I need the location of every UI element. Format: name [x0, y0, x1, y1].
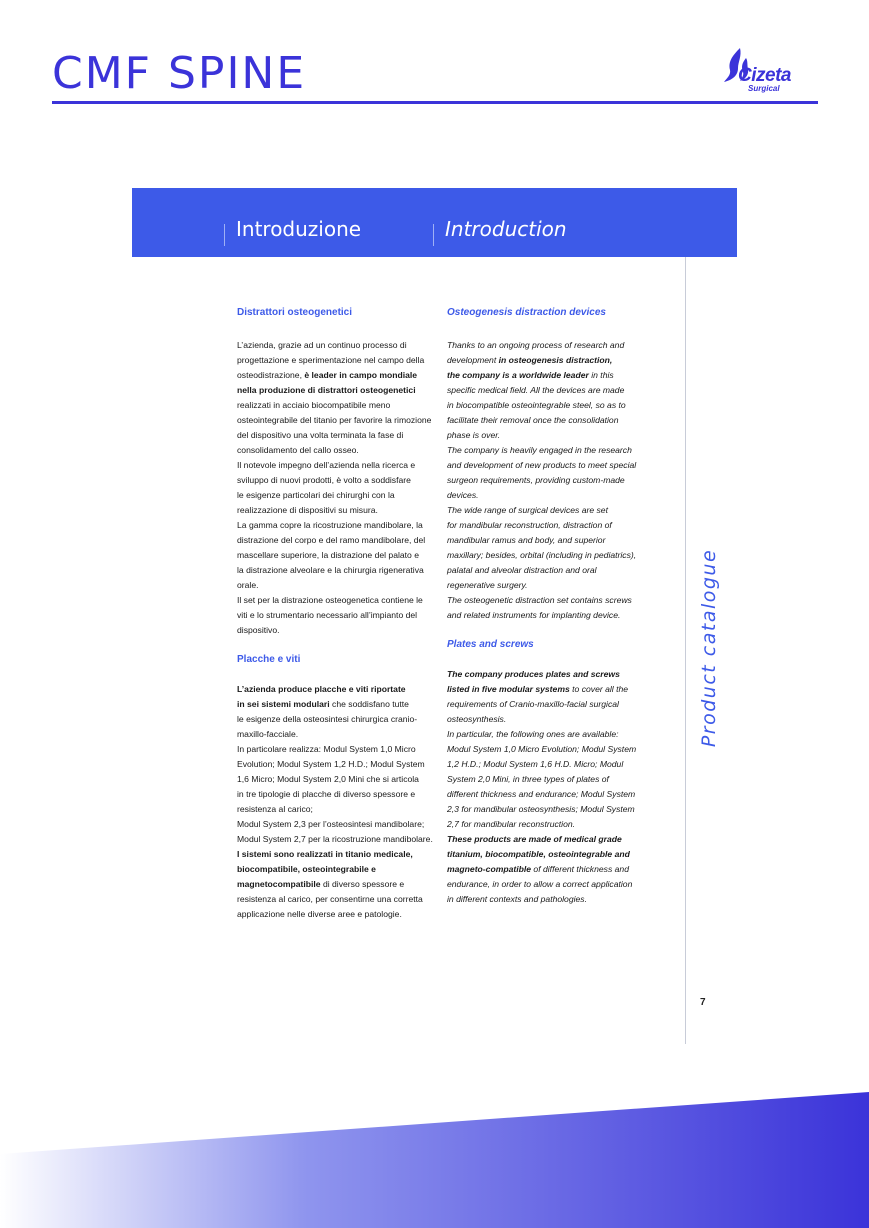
- banner-title-english: Introduction: [445, 217, 567, 241]
- italian-column: [237, 304, 437, 922]
- section-heading-plates-it: Placche e viti: [237, 654, 301, 665]
- text-span: che soddisfano tutte le esigenze della osteosintesi chirurgica cranio- maxillo-facciale. In particolare realizza: Modul System 1,0 Micro Evolution; Modul System 1,2 H.D.; Modul System 1,6 Micro; Modul System 2,0 Mini che si articola in tre tipologie di placche di diverso spessore e resistenza al carico; Modul System 2,3 per l’osteosintesi mandibolare; Modul System 2,7 per la ricostruzione mandibolare.: [237, 699, 433, 844]
- banner-divider-it: [224, 224, 225, 246]
- text-span: Thanks to an ongoing process of research and development: [447, 340, 625, 365]
- header-rule: [52, 101, 818, 104]
- company-logo: [722, 46, 818, 100]
- text-span-bold: I sistemi sono realizzati in titanio medicale, biocompatibile, osteointegrabile e magnetocompatibile: [237, 849, 413, 889]
- text-span: realizzati in acciaio biocompatibile meno osteointegrabile del titanio per favorire la rimozione del dispositivo una volta terminata la fase di consolidamento del callo osseo. Il notevole impegno dell’azienda nella ricerca e sviluppo di nuovi prodotti, è volto a soddisfare le esigenze particolari dei chirurghi con la realizzazione di dispositivi su misura. La gamma copre la ricostruzione mandibolare, la distrazione del corpo e del ramo mandibolare, del mascellare superiore, la distrazione del palato e la distrazione alveolare e la chirurgia rigenerativa orale. Il set per la distrazione osteogenetica contiene le viti e lo strumentario necessario all’impianto del dispositivo.: [237, 400, 432, 635]
- document-title: CMF SPINE: [52, 48, 307, 99]
- section-heading-plates-en: Plates and screws: [447, 639, 534, 650]
- text-span-bold: The company produces plates and screws listed in five modular systems: [447, 669, 620, 694]
- logo-subtitle: Surgical: [748, 84, 780, 93]
- sidebar-label: Product catalogue: [698, 548, 720, 748]
- banner-title-italian: Introduzione: [236, 217, 362, 241]
- page-number: 7: [700, 997, 706, 1008]
- section-heading-distractors-en: Osteogenesis distraction devices: [447, 307, 606, 318]
- paragraph-distractors-en: [447, 338, 647, 623]
- text-span: in this specific medical field. All the devices are made in biocompatible osteointegrable steel, so as to facilitate their removal once the consolidation phase is over. The company is heavily engaged in the research and development of new products to meet special surgeon requirements, providing custom-made devices. The wide range of surgical devices are set for mandibular reconstruction, distraction of mandibular ramus and body, and superior maxillary; besides, orbital (including in pediatrics), palatal and alveolar distraction and oral regenerative surgery. The osteogenetic distraction set contains screws and related instruments for implanting device.: [447, 370, 637, 620]
- sidebar-rule: [685, 257, 686, 1044]
- text-span: to cover all the requirements of Cranio-maxillo-facial surgical osteosynthesis. In particular, the following ones are available: Modul System 1,0 Micro Evolution; Modul System 1,2 H.D.; Modul System 1,6 H.D. Micro; Modul System 2,0 Mini, in three types of plates of different thickness and endurance; Modul System 2,3 for mandibular osteosynthesis; Modul System 2,7 for mandibular reconstruction.: [447, 684, 637, 829]
- paragraph-plates-it: [237, 682, 437, 922]
- logo-wordmark: Cizeta: [738, 65, 791, 86]
- text-span-bold: These products are made of medical grade titanium, biocompatible, osteointegrable and magneto-compatible: [447, 834, 630, 874]
- footer-decorative-band: [0, 1090, 869, 1228]
- text-span-bold: in osteogenesis distraction, the company is a worldwide leader: [447, 355, 613, 380]
- paragraph-plates-en: [447, 667, 647, 907]
- english-column: [447, 304, 647, 907]
- text-span: of different thickness and endurance, in order to allow a correct application in different contexts and pathologies.: [447, 864, 633, 904]
- text-span-bold: L’azienda produce placche e viti riportate in sei sistemi modulari: [237, 684, 406, 709]
- text-span: di diverso spessore e resistenza al carico, per consentirne una corretta applicazione nelle diverse aree e patologie.: [237, 879, 423, 919]
- paragraph-distractors-it: [237, 338, 437, 638]
- text-span-bold: è leader in campo mondiale nella produzione di distrattori osteogenetici: [237, 370, 418, 395]
- section-heading-distractors-it: Distrattori osteogenetici: [237, 307, 353, 318]
- banner-divider-en: [433, 224, 434, 246]
- section-banner: [132, 188, 737, 257]
- text-span: L’azienda, grazie ad un continuo processo di progettazione e sperimentazione nel campo della osteodistrazione,: [237, 340, 425, 380]
